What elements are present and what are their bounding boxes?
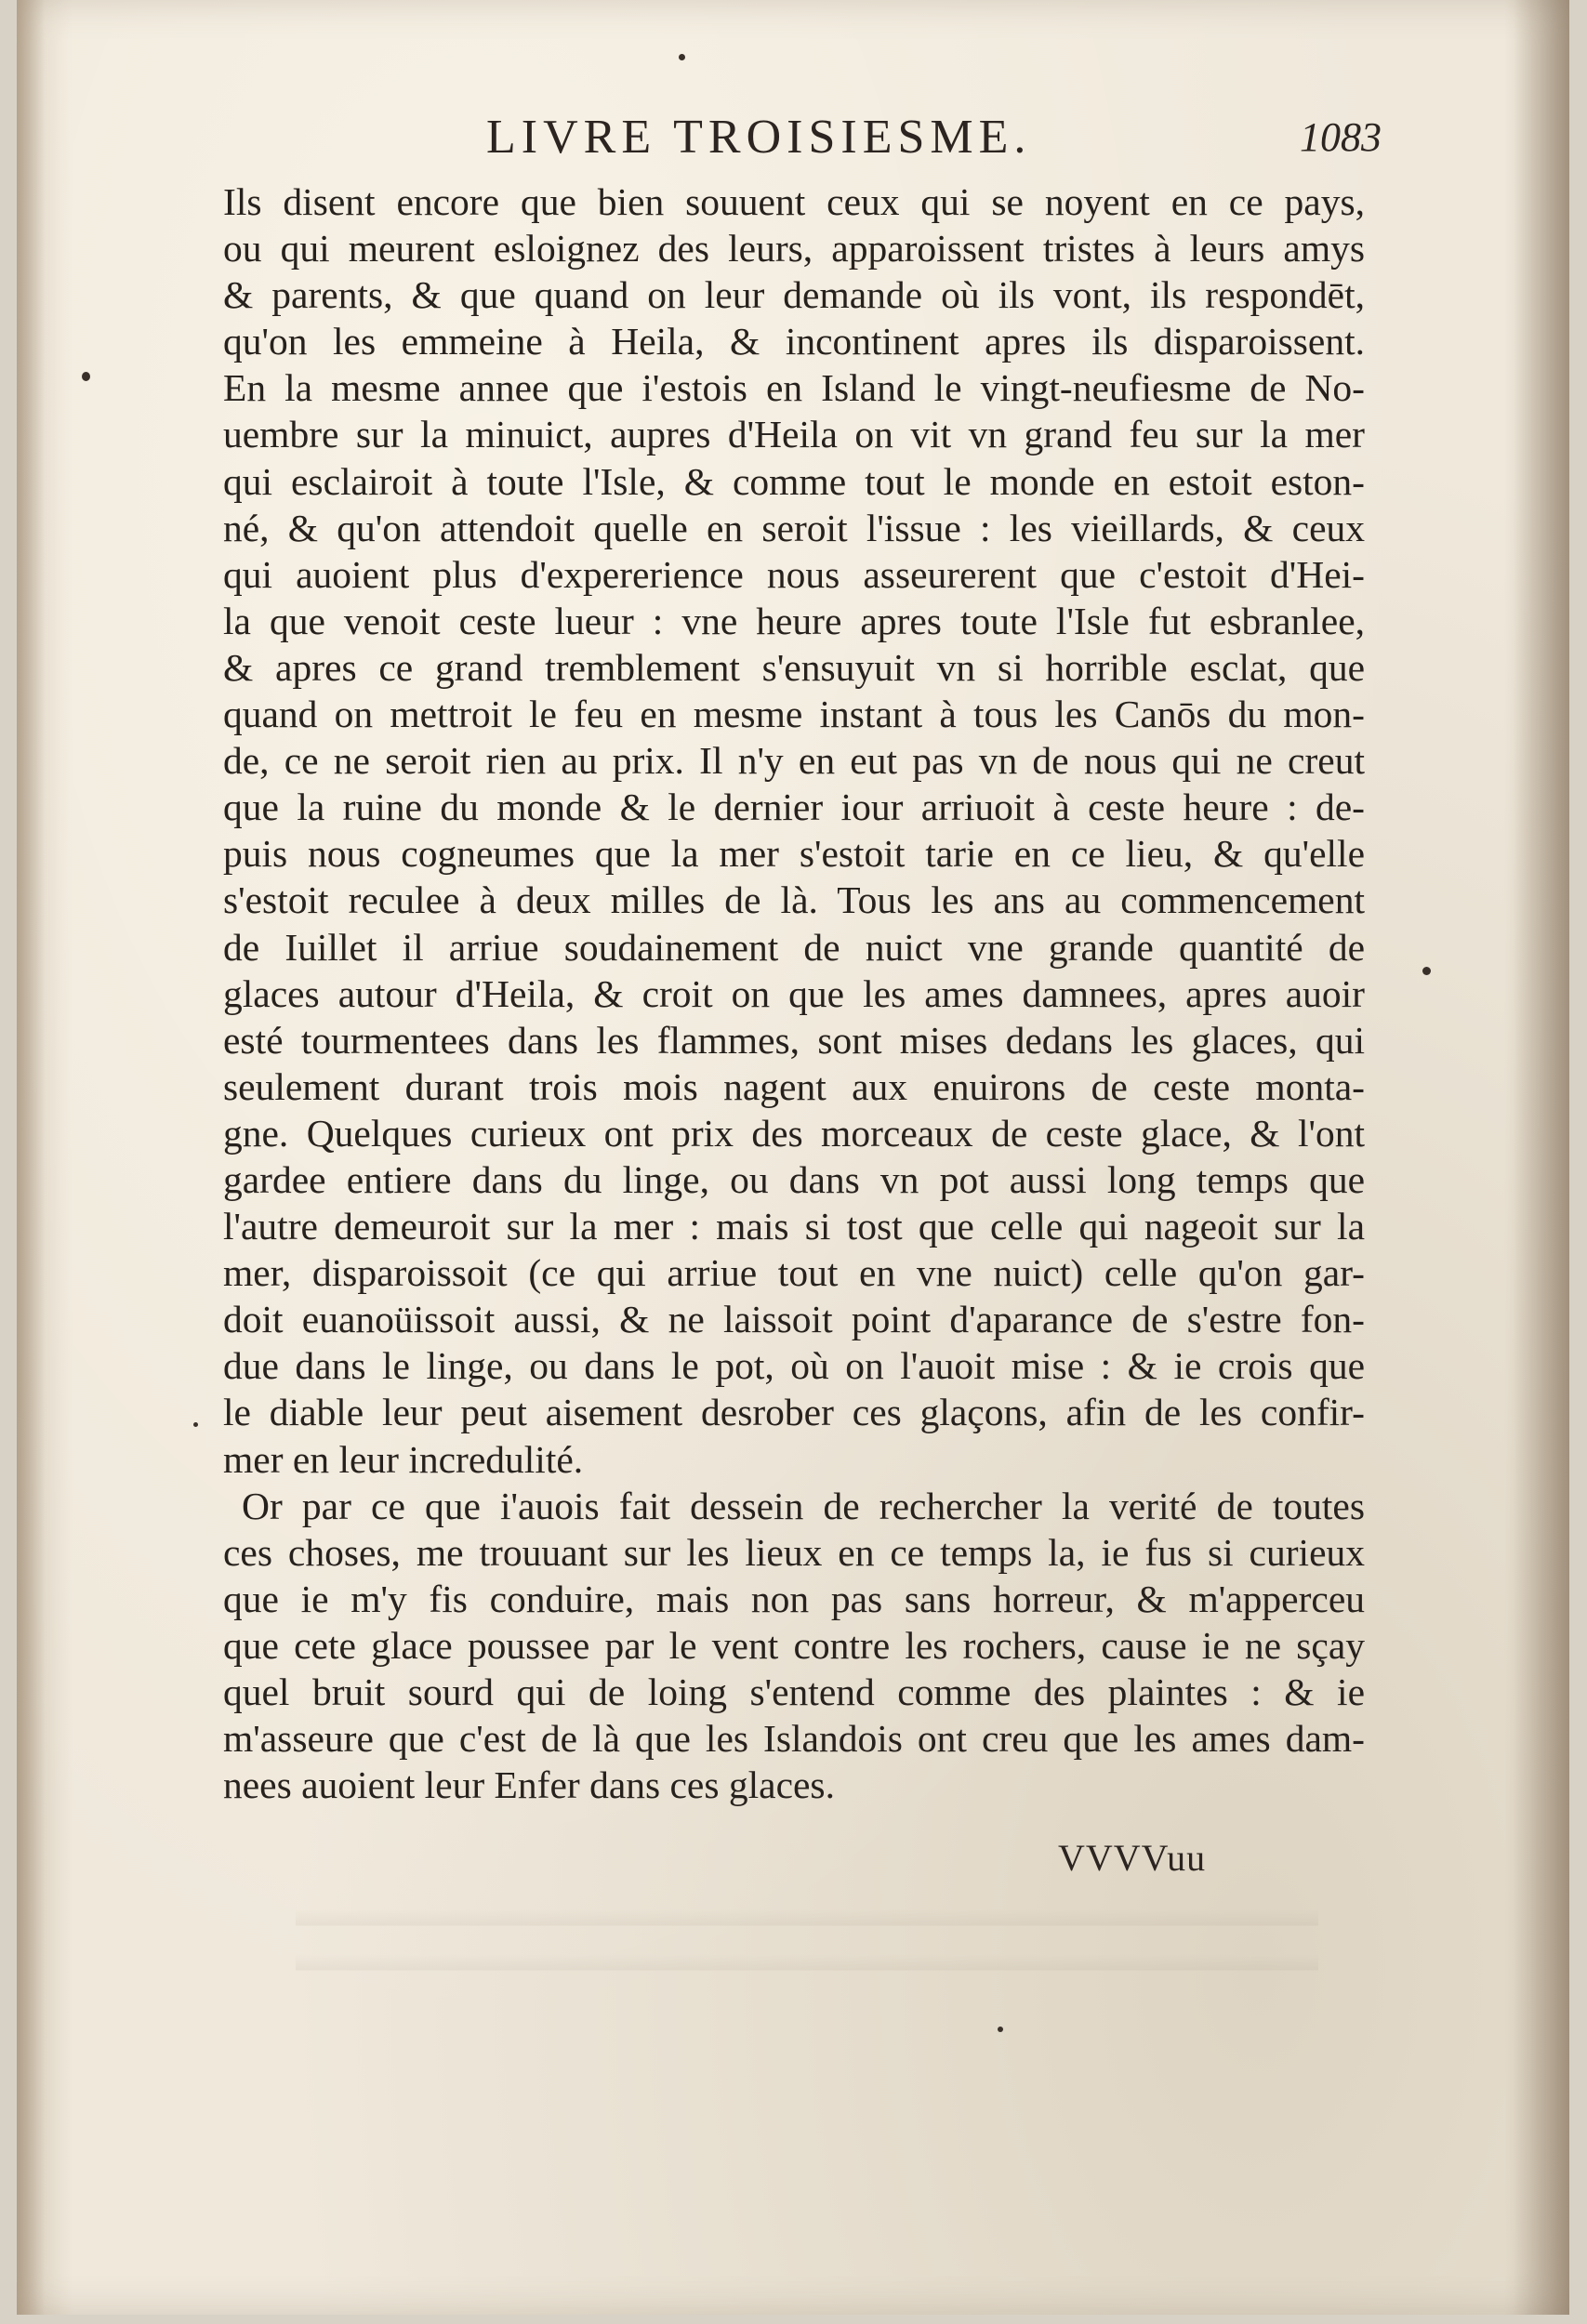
text-line: quand on mettroit le feu en mesme instant à tous les Canōs du mon- bbox=[223, 693, 1365, 736]
text-line: uembre sur la minuict, aupres d'Heila on vit vn grand feu sur la mer bbox=[223, 413, 1365, 456]
text-line: mer en leur incredulité. bbox=[223, 1437, 584, 1481]
text-line: s'estoit reculee à deux milles de là. Tous les ans au commencement bbox=[223, 878, 1365, 922]
text-line: de, ce ne seroit rien au prix. Il n'y en eut pas vn de nous qui ne creut bbox=[223, 739, 1365, 783]
text-line: qui auoient plus d'expererience nous asseurerent que c'estoit d'Hei- bbox=[223, 552, 1365, 596]
page-number: 1083 bbox=[1300, 114, 1382, 160]
page-header bbox=[17, 110, 1569, 165]
text-line: qui esclairoit à toute l'Isle, & comme tout le monde en estoit eston- bbox=[223, 459, 1365, 503]
text-line: que cete glace poussee par le vent contre les rochers, cause ie ne sçay bbox=[223, 1623, 1365, 1667]
text-line: nees auoient leur Enfer dans ces glaces. bbox=[223, 1763, 835, 1807]
text-line: mer, disparoissoit (ce qui arriue tout en vne nuict) celle qu'on gar- bbox=[223, 1251, 1365, 1295]
text-line: que ie m'y fis conduire, mais non pas sans horreur, & m'apperceu bbox=[223, 1577, 1365, 1620]
text-line: Or par ce que i'auois fait dessein de rechercher la verité de toutes bbox=[242, 1484, 1365, 1527]
ink-speck bbox=[1422, 967, 1431, 975]
text-line: que la ruine du monde & le dernier iour arriuoit à ceste heure : de- bbox=[223, 786, 1365, 829]
text-line: né, & qu'on attendoit quelle en seroit l'issue : les vieillards, & ceux bbox=[223, 506, 1365, 549]
text-line: qu'on les emmeine à Heila, & incontinent apres ils disparoissent. bbox=[223, 320, 1365, 363]
text-line: ces choses, me trouuant sur les lieux en ce temps la, ie fus si curieux bbox=[223, 1530, 1365, 1574]
text-line: doit euanoüissoit aussi, & ne laissoit point d'aparance de s'estre fon- bbox=[223, 1298, 1365, 1341]
text-line: due dans le linge, ou dans le pot, où on l'auoit mise : & ie crois que bbox=[223, 1344, 1365, 1388]
text-line: la que venoit ceste lueur : vne heure apres toute l'Isle fut esbranlee, bbox=[223, 599, 1365, 642]
text-line: glaces autour d'Heila, & croit on que les ames damnees, apres auoir bbox=[223, 971, 1365, 1015]
ink-speck bbox=[998, 2027, 1003, 2032]
page-edge-shadow bbox=[1514, 0, 1569, 2315]
text-line: esté tourmentees dans les flammes, sont mises dedans les glaces, qui bbox=[223, 1018, 1365, 1062]
text-line: & apres ce grand tremblement s'ensuyuit vn si horrible esclat, que bbox=[223, 645, 1365, 689]
page-gutter-shadow bbox=[17, 0, 45, 2315]
ink-speck bbox=[82, 372, 90, 381]
text-line: En la mesme annee que i'estois en Island le vingt-neufiesme de No- bbox=[223, 366, 1365, 410]
text-line: l'autre demeuroit sur la mer : mais si tost que celle qui nageoit sur la bbox=[223, 1205, 1365, 1248]
text-line: quel bruit sourd qui de loing s'entend comme des plaintes : & ie bbox=[223, 1670, 1365, 1713]
text-line: m'asseure que c'est de là que les Islandois ont creu que les ames dam- bbox=[223, 1717, 1365, 1761]
text-line: de Iuillet il arriue soudainement de nuict vne grande quantité de bbox=[223, 925, 1365, 969]
text-line: puis nous cogneumes que la mer s'estoit tarie en ce lieu, & qu'elle bbox=[223, 832, 1365, 876]
show-through-bleed bbox=[296, 1896, 1318, 1999]
body-text bbox=[223, 178, 1365, 1808]
text-line: seulement durant trois mois nagent aux enuirons de ceste monta- bbox=[223, 1064, 1365, 1108]
text-line: & parents, & que quand on leur demande où ils vont, ils respondēt, bbox=[223, 273, 1365, 317]
text-line: gardee entiere dans du linge, ou dans vn pot aussi long temps que bbox=[223, 1157, 1365, 1201]
catchword: VVVVuu bbox=[1058, 1837, 1207, 1879]
text-line: le diable leur peut aisement desrober ces glaçons, afin de les confir- bbox=[223, 1391, 1365, 1434]
text-line: ou qui meurent esloignez des leurs, apparoissent tristes à leurs amys bbox=[223, 227, 1365, 271]
text-line: gne. Quelques curieux ont prix des morceaux de ceste glace, & l'ont bbox=[223, 1111, 1365, 1155]
running-title: LIVRE TROISIESME. bbox=[486, 111, 1032, 164]
book-page bbox=[17, 0, 1569, 2315]
ink-speck bbox=[193, 1422, 198, 1427]
text-line: Ils disent encore que bien souuent ceux qui se noyent en ce pays, bbox=[223, 180, 1365, 223]
ink-speck bbox=[679, 54, 685, 60]
